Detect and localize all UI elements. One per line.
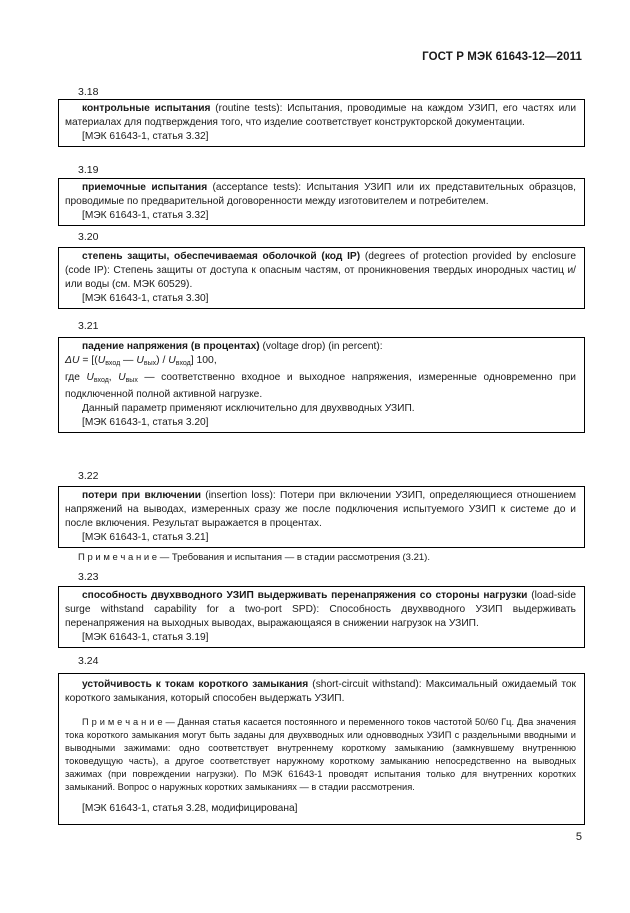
term-definition: (load-side surge withstand capability for a two-port SPD): Способность двухвводного УЗИП выдерживать перенапряжения на выходных выводах, выражающаяся в снижении нагрузок на УЗИП. [65, 590, 576, 629]
term-title: приемочные испытания [82, 182, 208, 193]
term-number: 3.22 [78, 470, 99, 482]
term-box [58, 486, 585, 548]
formula-explanation: где $U_{вход}$, $U_{вых}$ — соответственно входное и выходное напряжения, измеренные одновременно при подключенной полной активной нагрузке. [65, 372, 576, 400]
note: П р и м е ч а н и е — Требования и испытания — в стадии рассмотрения (3.21). [78, 552, 430, 563]
term-reference: [МЭК 61643-1, статья 3.21] [82, 532, 209, 543]
term-number: 3.18 [78, 86, 99, 98]
term-definition: (voltage drop) (in percent): [259, 341, 383, 352]
note: П р и м е ч а н и е — Данная статья касается постоянного и переменного токов частотой 50/60 Гц. Два значения тока короткого замыкания могут быть заданы для двухвводных или одновводных УЗИП с раздельными вводными и выводными зажимами: одно соответствует внутреннему короткому замыканию (замкнувшему внутреннюю токоведущую часть), а другое соответствует наружному короткому замыканию непосредственно на выводных зажимах (при повреждении нагрузки). По МЭК 61643-1 проводят испытания только для внутренних коротких замыканий. Вопрос о наружных коротких замыканиях — в стадии рассмотрения. [65, 717, 576, 792]
term-title: способность двухвводного УЗИП выдерживать перенапряжения со стороны нагрузки [82, 590, 528, 601]
term-number: 3.21 [78, 320, 99, 332]
term-reference: [МЭК 61643-1, статья 3.30] [82, 293, 209, 304]
term-title: падение напряжения (в процентах) [82, 341, 260, 352]
term-box [58, 99, 585, 147]
term-definition: (insertion loss): Потери при включении УЗИП, определяющиеся отношением напряжений на выводах, измеренных сразу же после подключения испытуемого УЗИП к системе до и после включения. Результат выражается в процентах. [65, 490, 576, 529]
term-definition: (short-circuit withstand): Максимальный ожидаемый ток короткого замыкания, который способен выдержать УЗИП. [65, 679, 576, 704]
term-number: 3.23 [78, 571, 99, 583]
term-box [58, 247, 585, 309]
term-reference: [МЭК 61643-1, статья 3.19] [82, 632, 209, 643]
term-number: 3.19 [78, 164, 99, 176]
term-reference: [МЭК 61643-1, статья 3.32] [82, 131, 209, 142]
term-extra: Данный параметр применяют исключительно для двухвводных УЗИП. [82, 403, 415, 414]
term-definition: (degrees of protection provided by enclosure (code IP): Степень защиты от доступа к опасным частям, от проникновения твердых инородных частиц и/или воды (см. МЭК 60529). [65, 251, 577, 290]
term-definition: (routine tests): Испытания, проводимые на каждом УЗИП, его частях или материалах для подтверждения того, что изделие соответствует конструкторской документации. [65, 103, 577, 128]
document-header: ГОСТ Р МЭК 61643-12—2011 [422, 51, 582, 63]
term-title: контрольные испытания [82, 103, 211, 114]
term-reference: [МЭК 61643-1, статья 3.20] [82, 417, 209, 428]
formula: $\Delta U = [(U_{вход}$ — $U_{вых}) / U_{вход}$] 100, [65, 355, 217, 367]
term-box [58, 178, 585, 226]
term-title: степень защиты, обеспечиваемая оболочкой (код IP) [82, 251, 361, 262]
term-box [58, 673, 585, 825]
term-reference: [МЭК 61643-1, статья 3.32] [82, 210, 209, 221]
term-number: 3.20 [78, 231, 99, 243]
term-box [58, 586, 585, 648]
term-title: потери при включении [82, 490, 201, 501]
page-number: 5 [575, 831, 582, 843]
term-reference: [МЭК 61643-1, статья 3.28, модифицирована] [82, 803, 298, 814]
term-box [58, 337, 585, 433]
term-number: 3.24 [78, 655, 99, 667]
term-title: устойчивость к токам короткого замыкания [82, 679, 309, 690]
term-definition: (acceptance tests): Испытания УЗИП или их представительных образцов, проводимые по предварительной договоренности между изготовителем и потребителем. [65, 182, 577, 207]
